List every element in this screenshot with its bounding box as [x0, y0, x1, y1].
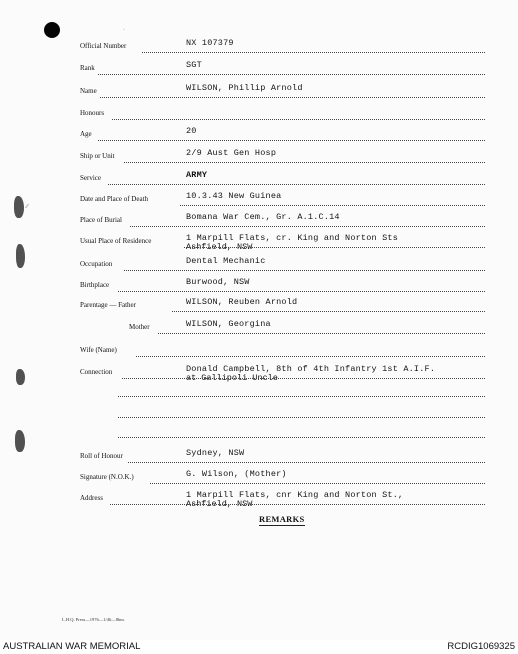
field-address: [0, 492, 518, 512]
label-rank: Rank: [80, 64, 95, 72]
blank-dotted-line: [118, 417, 485, 418]
print-code: L.H.Q. Press—1976—1/46—8hm.: [62, 617, 125, 622]
label-date-place-death: Date and Place of Death: [80, 195, 149, 203]
value-official-number: NX 107379: [186, 38, 234, 48]
dotted-line: [136, 356, 485, 357]
field-name: [0, 85, 518, 105]
value-occupation: Dental Mechanic: [186, 256, 266, 266]
value-birthplace: Burwood, NSW: [186, 277, 250, 287]
label-official-number: Official Number: [80, 42, 127, 50]
label-roll-of-honour: Roll of Honour: [80, 452, 123, 460]
value-mother: WILSON, Georgina: [186, 319, 271, 329]
value-place-of-burial: Bomana War Cem., Gr. A.1.C.14: [186, 212, 340, 222]
label-connection: Connection: [80, 368, 113, 376]
dotted-line: [110, 504, 485, 505]
label-honours: Honours: [80, 109, 105, 117]
dotted-line: [180, 205, 485, 206]
binding-mark-1: ⁄⁄: [26, 204, 29, 210]
value-age: 20: [186, 126, 197, 136]
blank-dotted-line: [118, 396, 485, 397]
dotted-line: [142, 52, 485, 53]
field-roll-of-honour: [0, 450, 518, 470]
field-place-of-burial: [0, 214, 518, 234]
archive-footer: [0, 640, 518, 654]
blank-dotted-line: [118, 437, 485, 438]
dotted-line: [122, 378, 485, 379]
label-service: Service: [80, 174, 101, 182]
dotted-line: [100, 97, 485, 98]
dotted-line: [112, 119, 485, 120]
dotted-line: [108, 184, 485, 185]
value-usual-residence-line2: Ashfield, NSW: [186, 242, 253, 252]
dotted-line: [118, 291, 485, 292]
field-birthplace: [0, 279, 518, 299]
field-mother: [0, 321, 518, 341]
dotted-line: [128, 462, 485, 463]
label-name: Name: [80, 87, 97, 95]
dotted-line: [172, 311, 485, 312]
value-service: ARMY: [186, 170, 208, 180]
dotted-line: [98, 140, 485, 141]
dotted-line: [98, 74, 485, 75]
field-date-place-death: [0, 193, 518, 213]
field-connection: [0, 366, 518, 386]
dotted-line: [124, 270, 485, 271]
binding-smudge-4: [15, 430, 25, 452]
label-usual-residence: Usual Place of Residence: [80, 237, 152, 245]
value-signature: G. Wilson, (Mother): [186, 469, 287, 479]
value-usual-residence: 1 Marpill Flats, cr. King and Norton Sts: [186, 233, 399, 243]
label-age: Age: [80, 130, 92, 138]
remarks-heading: REMARKS: [259, 514, 305, 524]
label-place-of-burial: Place of Burial: [80, 216, 122, 224]
label-wife: Wife (Name): [80, 346, 117, 354]
value-connection: Donald Campbell, 8th of 4th Infantry 1st A.I.F.: [186, 364, 436, 374]
field-rank: [0, 62, 518, 82]
value-ship-or-unit: 2/9 Aust Gen Hosp: [186, 148, 277, 158]
value-rank: SGT: [186, 60, 202, 70]
dotted-line: [184, 247, 485, 248]
value-address: 1 Marpill Flats, cnr King and Norton St.,: [186, 490, 404, 500]
value-date-place-death: 10.3.43 New Guinea: [186, 191, 282, 201]
speck-mark: ·: [123, 27, 125, 33]
label-address: Address: [80, 494, 103, 502]
field-wife: [0, 344, 518, 364]
value-connection-line2: at Gallipoli Uncle: [186, 373, 278, 383]
value-father: WILSON, Reuben Arnold: [186, 297, 298, 307]
label-father: Parentage — Father: [80, 301, 136, 309]
value-name: WILSON, Phillip Arnold: [186, 83, 303, 93]
dotted-line: [124, 162, 485, 163]
label-signature: Signature (N.O.K.): [80, 473, 134, 481]
archive-id: RCDIG1069325: [447, 641, 515, 652]
field-age: [0, 128, 518, 148]
label-occupation: Occupation: [80, 260, 113, 268]
dotted-line: [150, 483, 485, 484]
field-usual-residence: [0, 235, 518, 255]
field-honours: [0, 107, 518, 127]
field-father: [0, 299, 518, 319]
value-address-line2: Ashfield, NSW: [186, 499, 253, 509]
field-signature: [0, 471, 518, 491]
field-official-number: [0, 40, 518, 60]
field-service: [0, 172, 518, 192]
value-roll-of-honour: Sydney, NSW: [186, 448, 245, 458]
punch-hole-top: [44, 22, 60, 38]
field-occupation: [0, 258, 518, 278]
archive-name: AUSTRALIAN WAR MEMORIAL: [3, 641, 141, 652]
field-ship-or-unit: [0, 150, 518, 170]
label-mother: Mother: [129, 323, 150, 331]
dotted-line: [130, 226, 485, 227]
label-ship-or-unit: Ship or Unit: [80, 152, 115, 160]
label-birthplace: Birthplace: [80, 281, 110, 289]
dotted-line: [158, 333, 485, 334]
